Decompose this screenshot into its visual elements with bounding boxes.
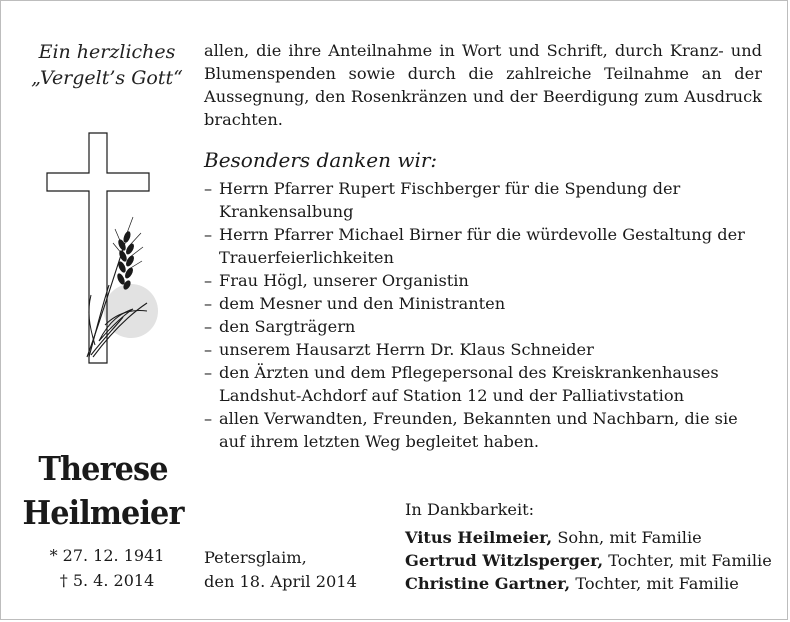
thanks-item: – Frau Högl, unserer Organistin	[204, 269, 764, 292]
signer	[405, 549, 772, 572]
gratitude-line: In Dankbarkeit:	[405, 500, 535, 519]
signer-relation: Tochter, mit Familie	[608, 551, 772, 570]
cross-with-wheat-icon	[29, 125, 159, 379]
signer-name: Christine Gartner,	[405, 574, 571, 593]
thanks-item: – den Sargträgern	[204, 315, 764, 338]
place-and-date	[204, 546, 357, 594]
intro-heading-line-2: „Vergelt’s Gott“	[31, 67, 183, 89]
special-thanks-heading: Besonders danken wir:	[204, 148, 438, 172]
date: den 18. April 2014	[204, 572, 357, 591]
thanks-item: – dem Mesner und den Ministranten	[204, 292, 764, 315]
signer-name: Vitus Heilmeier,	[405, 528, 553, 547]
birth-date: * 27. 12. 1941	[49, 546, 165, 565]
life-dates	[21, 543, 193, 593]
intro-heading	[21, 39, 193, 91]
thanks-item: – Herrn Pfarrer Michael Birner für die würdevolle Gestaltung der Trauerfeierlichkeiten	[204, 223, 764, 269]
signer	[405, 572, 772, 595]
signer	[405, 526, 772, 549]
place: Petersglaim,	[204, 548, 307, 567]
special-thanks-list	[204, 177, 764, 453]
signer-relation: Sohn, mit Familie	[557, 528, 702, 547]
deceased-first-name: Therese	[38, 449, 168, 488]
intro-heading-line-1: Ein herzliches	[38, 41, 176, 63]
signer-relation: Tochter, mit Familie	[575, 574, 739, 593]
deceased-last-name: Heilmeier	[22, 493, 184, 532]
death-date: † 5. 4. 2014	[59, 571, 155, 590]
deceased-name	[20, 447, 186, 535]
thanks-item: – Herrn Pfarrer Rupert Fischberger für die Spendung der Krankensalbung	[204, 177, 764, 223]
thanks-item: – den Ärzten und dem Pflegepersonal des Kreiskrankenhauses Landshut-Achdorf auf Station 12 und der Palliativstation	[204, 361, 764, 407]
intro-text: allen, die ihre Anteilnahme in Wort und Schrift, durch Kranz- und Blumenspenden sowie durch die zahlreiche Teilnahme an der Aussegnung, den Rosenkränzen und der Beerdigung zum Ausdruck brachten.	[204, 41, 762, 129]
thanks-item: – allen Verwandten, Freunden, Bekannten und Nachbarn, die sie auf ihrem letzten Weg begleitet haben.	[204, 407, 764, 453]
signers-list	[405, 526, 772, 595]
thanks-item: – unserem Hausarzt Herrn Dr. Klaus Schneider	[204, 338, 764, 361]
signer-name: Gertrud Witzlsperger,	[405, 551, 604, 570]
